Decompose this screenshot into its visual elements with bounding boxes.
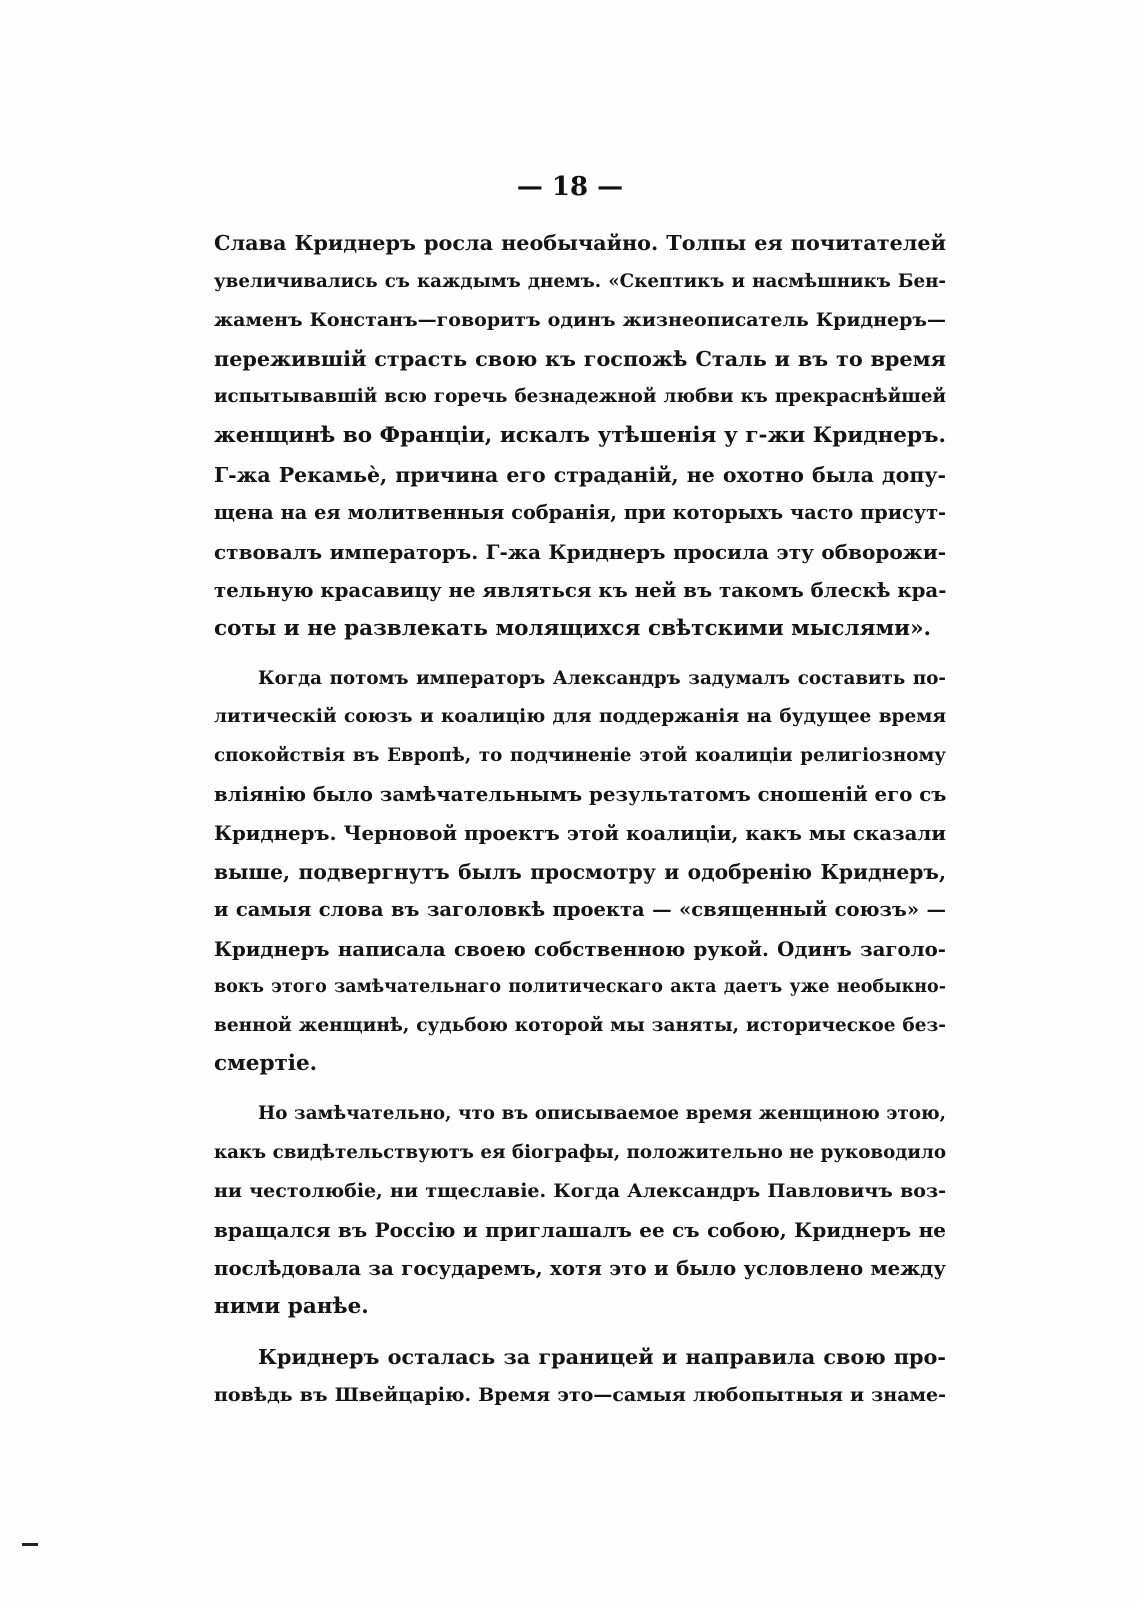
text-line: и самыя слова въ заголовкѣ проекта — «священный союзъ» — <box>214 898 946 922</box>
body-text <box>214 224 946 1415</box>
scan-edge-mark <box>22 1543 38 1546</box>
text-line: какъ свидѣтельствуютъ ея біографы, положительно не руководило <box>214 1141 946 1163</box>
text-line: ствовалъ императоръ. Г-жа Криднеръ просила эту обворожи- <box>214 539 946 564</box>
paragraph-4 <box>214 1338 946 1415</box>
text-line: Слава Криднеръ росла необычайно. Толпы ея почитателей <box>214 231 946 255</box>
text-line: послѣдовала за государемъ, хотя это и было условлено между <box>214 1256 946 1281</box>
text-line: вокъ этого замѣчательнаго политическаго акта даетъ уже необыкно- <box>214 977 946 998</box>
text-line: пережившій страсть свою къ госпожѣ Сталь и въ то время <box>214 346 946 371</box>
text-line: Но замѣчательно, что въ описываемое время женщиною этою, <box>258 1103 946 1125</box>
paragraph-1 <box>214 224 946 649</box>
text-line: Когда потомъ императоръ Александръ задумалъ составить по- <box>258 667 946 689</box>
text-line: Г-жа Рекамьè, причина его страданій, не охотно была допу- <box>214 462 946 487</box>
text-line: смертіе. <box>214 1051 318 1077</box>
text-line: жаменъ Констанъ—говоритъ одинъ жизнеописатель Криднеръ— <box>214 309 946 332</box>
text-line: испытывавшій всю горечь безнадежной любви къ прекраснѣйшей <box>214 386 946 408</box>
text-line: вліянію было замѣчательнымъ результатомъ сношеній его съ <box>214 782 947 807</box>
text-line: литическій союзъ и коалицію для поддержанія на будущее время <box>214 706 946 728</box>
paragraph-gap <box>214 1327 946 1338</box>
text-line: соты и не развлекать молящихся свѣтскими мыслями». <box>214 615 932 641</box>
text-line: щена на ея молитвенныя собранія, при которыхъ часто присут- <box>214 501 946 525</box>
text-line: выше, подвергнутъ былъ просмотру и одобренію Криднеръ, <box>214 859 946 884</box>
text-line: Криднеръ написала своею собственною рукой. Одинъ заголо- <box>214 936 946 961</box>
text-line: ними ранѣе. <box>214 1294 369 1320</box>
text-line: Криднеръ осталась за границей и направила свою про- <box>258 1344 946 1369</box>
paragraph-gap <box>214 649 946 660</box>
page-number: — 18 — <box>516 172 624 202</box>
text-line: вращался въ Россію и приглашалъ ее съ собою, Криднеръ не <box>214 1217 946 1242</box>
text-line: Криднеръ. Черновой проектъ этой коалиціи, какъ мы сказали <box>214 820 946 845</box>
text-line: тельную красавицу не являться къ ней въ такомъ блескѣ кра- <box>214 578 947 603</box>
text-line: ни честолюбіе, ни тщеславіе. Когда Александръ Павловичъ воз- <box>214 1180 946 1203</box>
text-line: спокойствія въ Европѣ, то подчиненіе этой коалиціи религіозному <box>214 744 946 766</box>
text-line: венной женщинѣ, судьбою которой мы заняты, историческое без- <box>214 1014 946 1036</box>
paragraph-gap <box>214 1084 946 1095</box>
text-line: женщинѣ во Франціи, искалъ утѣшенія у г-жи Криднеръ. <box>214 422 946 448</box>
text-line: повѣдь въ Швейцарію. Время это—самыя любопытныя и знаме- <box>214 1384 946 1407</box>
text-line: увеличивались съ каждымъ днемъ. «Скептикъ и насмѣшникъ Бен- <box>214 270 946 292</box>
paragraph-3 <box>214 1095 946 1327</box>
paragraph-2 <box>214 660 946 1085</box>
